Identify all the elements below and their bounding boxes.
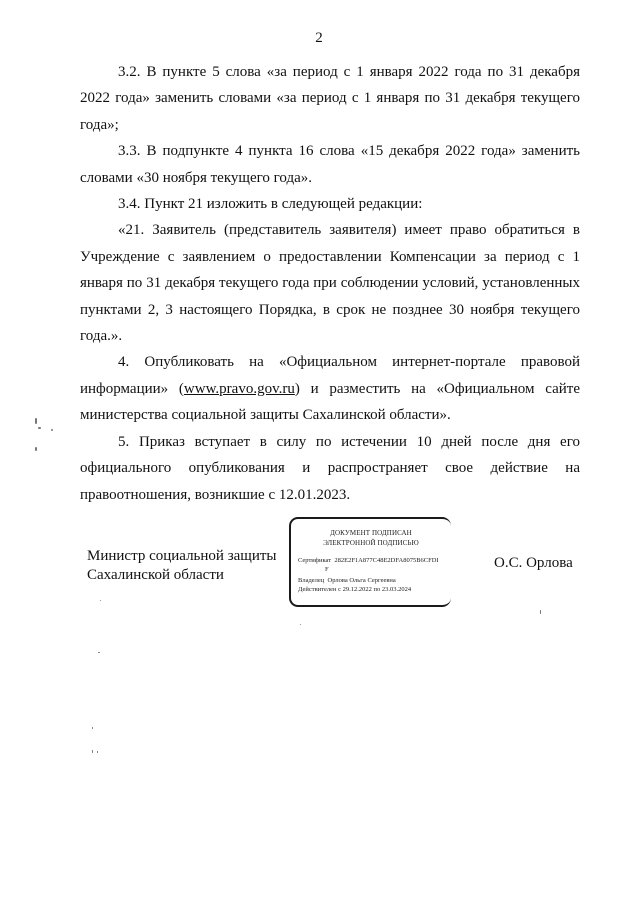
position-line-1: Министр социальной защиты: [87, 548, 277, 564]
paragraph-4-text-start: 4. Опубликовать на «Официальном интернет-портале правовой информации» (: [80, 354, 580, 397]
scan-speck: [97, 751, 98, 753]
paragraph-4: [80, 349, 580, 428]
electronic-signature-stamp: [289, 517, 451, 607]
stamp-cert-label: Сертификат: [298, 557, 332, 564]
document-body: [80, 59, 580, 508]
paragraph-3-3: 3.3. В подпункте 4 пункта 16 слова «15 декабря 2022 года» заменить словами «30 ноября текущего года».: [80, 143, 580, 186]
scan-speck: [38, 427, 41, 429]
scan-speck: [300, 624, 301, 625]
stamp-owner-name: Орлова Ольга Сергеевна: [327, 577, 396, 584]
scan-speck: [35, 447, 37, 451]
position-line-2: Сахалинской области: [87, 567, 224, 583]
paragraph-5: 5. Приказ вступает в силу по истечении 10 дней после дня его официального опубликования и распространяет свое действие на правоотношения, возникшие с 12.01.2023.: [80, 433, 580, 503]
page-number: 2: [315, 30, 323, 46]
paragraph-3-2: 3.2. В пункте 5 слова «за период с 1 января 2022 года по 31 декабря 2022 года» заменить словами «за период с 1 января по 31 декабря текущего года»;: [80, 64, 580, 133]
pravo-link[interactable]: www.pravo.gov.ru: [183, 380, 295, 397]
scan-speck: [35, 418, 37, 424]
paragraph-3-4: 3.4. Пункт 21 изложить в следующей редакции:: [118, 196, 423, 213]
paragraph-4-text-end: ) и разместить на «Официальном сайте министерства социальной защиты Сахалинской области».: [80, 380, 580, 424]
stamp-title-line-1: ДОКУМЕНТ ПОДПИСАН: [330, 529, 412, 537]
stamp-validity: Действителен с 29.12.2022 по 23.03.2024: [298, 586, 412, 593]
scan-speck: [100, 600, 101, 601]
paragraph-21-quote: «21. Заявитель (представитель заявителя) имеет право обратиться в Учреждение с заявлением о предоставлении Компенсации за период с 1 января по 31 декабря текущего года при соблюдении условий, установленных пунктами 2, 3 настоящего Порядка, в срок не позднее 30 ноября текущего года.».: [80, 222, 580, 345]
scan-speck: [92, 750, 93, 753]
stamp-cert-number-tail: F: [325, 566, 329, 573]
stamp-title: [291, 528, 451, 548]
scan-speck: [98, 652, 100, 653]
stamp-cert-number: 282E2F1A877C48E2DFA8075B6CFDI: [334, 557, 439, 564]
stamp-title-line-2: ЭЛЕКТРОННОЙ ПОДПИСЬЮ: [323, 539, 419, 547]
scan-speck: [540, 610, 541, 614]
scan-speck: [92, 727, 93, 729]
stamp-owner-label: Владелец: [298, 577, 325, 584]
stamp-certificate: [291, 556, 451, 565]
stamp-owner: [291, 576, 451, 585]
scan-speck: [51, 429, 53, 431]
signatory-position: [87, 547, 277, 585]
minister-name: О.С. Орлова: [494, 555, 573, 571]
